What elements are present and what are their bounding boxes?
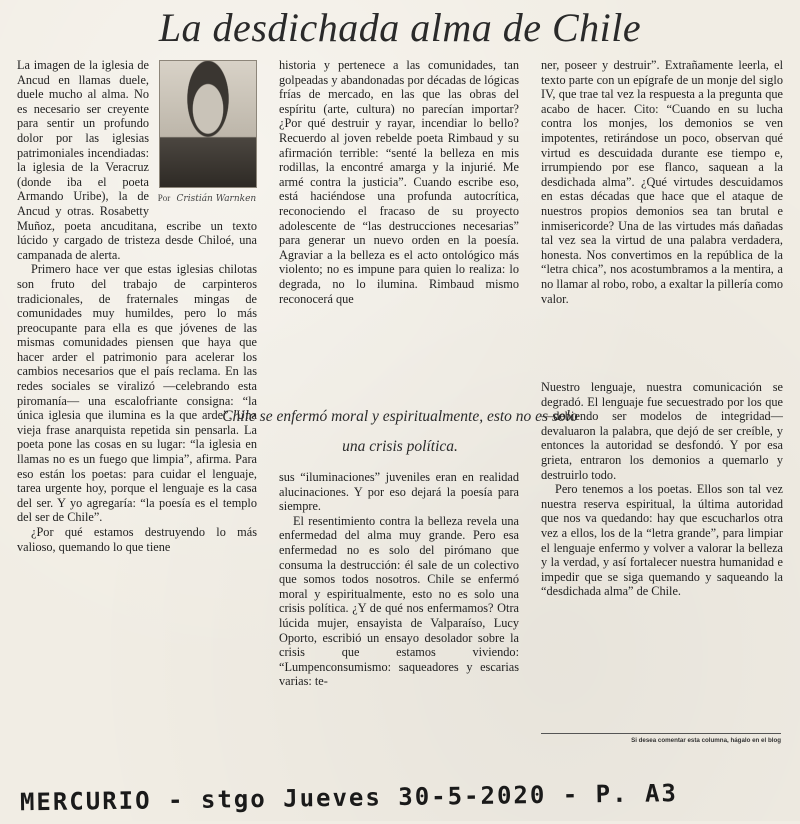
- paragraph: Primero hace ver que estas iglesias chilotas son fruto del trabajo de carpinteros tradicionales, de fraternales mingas de comunidades muy humildes, pero lo más preocupante para ella es que jóvenes de las mismas comunidades piensen que haya que hacer arder el patrimonio para acelerar los cambios necesarios que el país reclama. En las redes sociales se viralizó —celebrando esta piromanía— una escalofriante consigna: “la única iglesia que ilumina es la que arde”. Una vieja frase anarquista repetida sin pensarla. La poeta pone las cosas en su lugar: “la iglesia en llamas no es un fuego que limpia”, afirma. Para eso están los poetas: para cuidar el lenguaje, tarea urgente hoy, porque el lenguaje es la casa del ser. Y yo agregaría: “la poesía es el templo del ser de Chile”.: [17, 262, 257, 525]
- paragraph: sus “iluminaciones” juveniles eran en realidad alucinaciones. Y por eso dejará la poesía para siempre.: [279, 470, 519, 514]
- footnote-rule: [541, 733, 781, 734]
- byline-prefix: Por: [157, 193, 171, 203]
- column-3-top: [541, 58, 783, 378]
- author-photo-block: [157, 60, 257, 208]
- author-photo: [159, 60, 257, 188]
- handwritten-annotation: MERCURIO - stgo Jueves 30-5-2020 - P. A3: [19, 779, 679, 817]
- paragraph: historia y pertenece a las comunidades, tan golpeadas y abandonadas por décadas de lógicas frías de mercado, en las que las obras del espíritu (arte, cultura) no parecían importar? ¿Por qué destruir y rayar, incendiar lo bello? Recuerdo al joven rebelde poeta Rimbaud y su afirmación terrible: “senté la belleza en mis rodillas, la encontré amarga y la injurié. Me armé contra la justicia”. Cuando escribe eso, está haciéndose una profunda autocrítica, reconociendo el fracaso de su proyecto adolescente de “las destrucciones necesarias” para generar un nuevo orden en la poesía. Agraviar a la belleza es el acto ontológico más violento; no es impune para quien lo realiza: lo degrada, no lo ilumina. Rimbaud mismo reconocerá que: [279, 58, 519, 306]
- column-3-bottom: [541, 380, 783, 710]
- paragraph: La imagen de la iglesia de Ancud en llamas duele, duele mucho al alma. No es necesario ser creyente para sentir un profundo dolor por las iglesias patrimoniales incendiadas: la iglesia de la Veracruz (donde iba el poeta Armando Uribe), la de Ancud y otras. Rosabetty Muñoz, poeta ancuditana, escribe un texto lúcido y cargado de tristeza desde Chiloé, una campanada de alerta.: [17, 58, 257, 262]
- paragraph: Nuestro lenguaje, nuestra comunicación se degradó. El lenguaje fue secuestrado por los que —debiendo ser modelos de integridad— devaluaron la palabra, que dejó de ser creíble, y entonces la autoridad se desfondó. Y por esa grieta, entraron los demonios a quemarlo y destruirlo todo.: [541, 380, 783, 482]
- column-1: [17, 58, 257, 742]
- paragraph: ¿Por qué estamos destruyendo lo más valioso, quemando lo que tiene: [17, 525, 257, 554]
- paragraph: ner, poseer y destruir”. Extrañamente leerla, el texto parte con un epígrafe de un monje del siglo IV, que trae tal vez la respuesta a la pregunta que acabo de hacer. Cito: “Cuando en su lucha contra los monjes, los demonios se ven impotentes, retirándose un poco, observan qué virtud es descuidada durante ese tiempo e, irrumpiendo por ese flanco, saquean a la desdichada alma”. ¿Qué virtudes descuidamos en estas décadas que hace que el ataque de nuestros propios demonios sea tan brutal e inmisericorde? Una de las virtudes más dañadas tal vez sea la virtud de una palabra verdadera, honesta. Nos convertimos en la república de la “letra chica”, nos acostumbramos a la mentira, a no llamar al robo, robo, a exaltar la pillería como valor.: [541, 58, 783, 306]
- paragraph: Pero tenemos a los poetas. Ellos son tal vez nuestra reserva espiritual, la última autoridad que nos va quedando: hay que escucharlos otra vez a ellos, los de la “letra grande”, para limpiar el lenguaje enfermo y volver a valorar la belleza y la verdad, y así fortalecer nuestra humanidad e impedir que se siga quemando y saqueando la “desdichada alma” de Chile.: [541, 482, 783, 599]
- headline: La desdichada alma de Chile: [158, 5, 642, 50]
- pull-quote: Chile se enfermó moral y espiritualmente, esto no es solo una crisis política.: [222, 408, 578, 455]
- column-2-bottom: [279, 470, 519, 742]
- byline-author: Cristián Warnken: [176, 194, 257, 204]
- column-2-top: [279, 58, 519, 378]
- byline: [157, 191, 257, 207]
- footnote: Si desea comentar esta columna, hágalo en el blog: [631, 737, 781, 744]
- paragraph: El resentimiento contra la belleza revela una enfermedad del alma muy grande. Pero esa enfermedad no es solo del pirómano que consuma la destrucción: él sale de un colectivo que somos todos nosotros. Chile se enfermó moral y espiritualmente, esto no es solo una crisis política. ¿Y de qué nos enfermamos? Otra lúcida mujer, ensayista de Valparaíso, Lucy Oporto, escribió un ensayo desolador sobre la crisis que estamos viviendo: “Lumpenconsumismo: saqueadores y escarias varias: te-: [279, 513, 519, 689]
